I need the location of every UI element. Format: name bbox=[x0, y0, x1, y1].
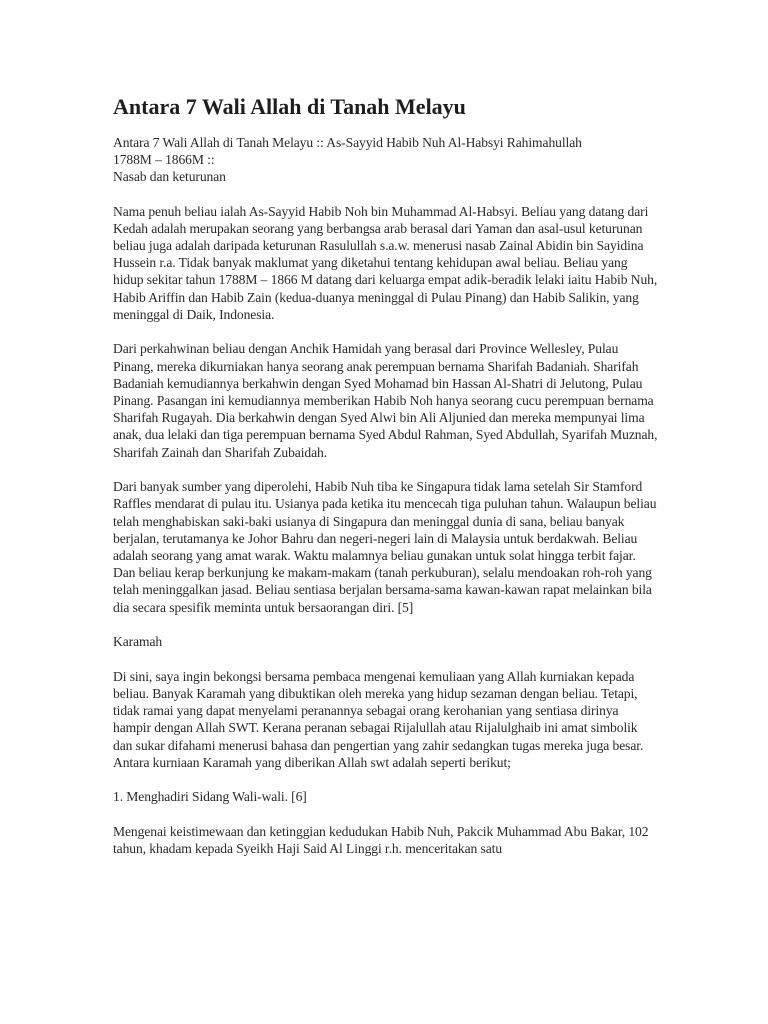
paragraph-keistimewaan: Mengenai keistimewaan dan ketinggian kedudukan Habib Nuh, Pakcik Muhammad Abu Bakar, 102 tahun, khadam kepada Syeikh Haji Said Al Linggi r.h. menceritakan satu bbox=[113, 824, 649, 857]
intro-block bbox=[113, 134, 658, 186]
intro-line-subtitle: Antara 7 Wali Allah di Tanah Melayu :: As-Sayyid Habib Nuh Al-Habsyi Rahimahullah bbox=[113, 135, 582, 150]
section-heading-karamah: Karamah bbox=[113, 634, 163, 650]
list-item-sidang: 1. Menghadiri Sidang Wali-wali. [6] bbox=[113, 789, 307, 805]
document-title: Antara 7 Wali Allah di Tanah Melayu bbox=[113, 94, 466, 119]
paragraph-karamah: Di sini, saya ingin bekongsi bersama pembaca mengenai kemuliaan yang Allah kurniakan kepada beliau. Banyak Karamah yang dibuktikan oleh mereka yang hidup sezaman dengan beliau. Tetapi, tidak ramai yang dapat menyelami peranannya sebagai orang kerohanian yang sentiasa dirinya hampir dengan Allah SWT. Kerana peranan sebagai Rijalullah atau Rijalulghaib ini amat simbolik dan sukar difahami menerusi bahasa dan pengertian yang zahir sedangkan tugas mereka juga besar. Antara kurniaan Karamah yang diberikan Allah swt adalah seperti berikut; bbox=[113, 668, 644, 770]
intro-line-years: 1788M – 1866M :: bbox=[113, 152, 215, 168]
document-body bbox=[113, 134, 658, 857]
intro-line-section: Nasab dan keturunan bbox=[113, 169, 226, 185]
paragraph-nasab: Nama penuh beliau ialah As-Sayyid Habib Noh bin Muhammad Al-Habsyi. Beliau yang datang dari Kedah adalah merupakan seorang yang berbangsa arab berasal dari Yaman dan asal-usul keturunan beliau juga adalah daripada keturunan Rasulullah s.a.w. menerusi nasab Zainal Abidin bin Sayidina Hussein r.a. Tidak banyak maklumat yang diketahui tentang kehidupan awal beliau. Beliau yang hidup sekitar tahun 1788M – 1866 M datang dari keluarga empat adik-beradik lelaki iaitu Habib Nuh, Habib Ariffin dan Habib Zain (kedua-duanya meninggal di Pulau Pinang) dan Habib Salikin, yang meninggal di Daik, Indonesia. bbox=[113, 203, 658, 322]
paragraph-singapura: Dari banyak sumber yang diperolehi, Habib Nuh tiba ke Singapura tidak lama setelah Sir Stamford Raffles mendarat di pulau itu. Usianya pada ketika itu mencecah tiga puluhan tahun. Walaupun beliau telah menghabiskan saki-baki usianya di Singapura dan meninggal dunia di sana, beliau banyak berjalan, terutamanya ke Johor Bahru dan negeri-negeri lain di Malaysia untuk berdakwah. Beliau adalah seorang yang amat warak. Waktu malamnya beliau gunakan untuk solat hingga terbit fajar. Dan beliau kerap berkunjung ke makam-makam (tanah perkuburan), selalu mendoakan roh-roh yang telah meninggalkan jasad. Beliau sentiasa berjalan bersama-sama kawan-kawan rapat melainkan bila dia secara spesifik meminta untuk bersaorangan diri. [5] bbox=[113, 479, 657, 615]
paragraph-perkahwinan: Dari perkahwinan beliau dengan Anchik Hamidah yang berasal dari Province Wellesley, Pulau Pinang, mereka dikurniakan hanya seorang anak perempuan bernama Sharifah Badaniah. Sharifah Badaniah kemudiannya berkahwin dengan Syed Mohamad bin Hassan Al-Shatri di Jelutong, Pulau Pinang. Pasangan ini kemudiannya memberikan Habib Noh hanya seorang cucu perempuan bernama Sharifah Rugayah. Dia berkahwin dengan Syed Alwi bin Ali Aljunied dan mereka mempunyai lima anak, dua lelaki dan tiga perempuan bernama Syed Abdul Rahman, Syed Abdullah, Syarifah Muznah, Sharifah Zainah dan Sharifah Zubaidah. bbox=[113, 341, 658, 460]
